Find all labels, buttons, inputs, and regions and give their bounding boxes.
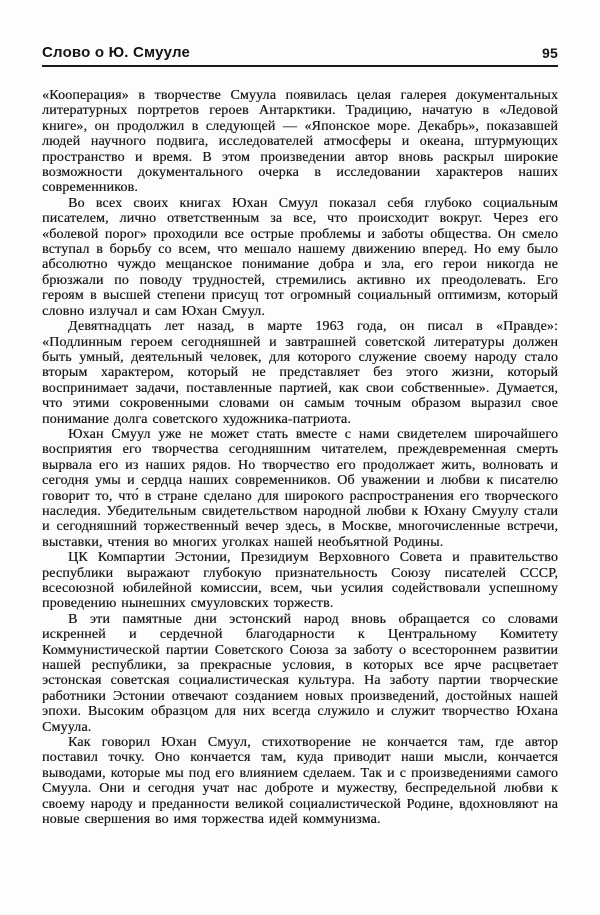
paragraph: В эти памятные дни эстонский народ вновь обращается со словами искренней и сердечной благодарности к Центральному Комитету Коммунистической партии Советского Союза за заботу о всестороннем развитии нашей республики, за прекрасные условия, в которых все ярче расцветает эстонская советская социалистическая культура. На заботу партии творческие работники Эстонии отвечают созданием новых произведений, достойных нашей эпохи. Высоким образцом для них всегда служило и служит творчество Юхана Смуула. — [42, 611, 558, 735]
page-number: 95 — [542, 45, 558, 61]
paragraph: Во всех своих книгах Юхан Смуул показал себя глубоко социальным писателем, лично ответственным за все, что происходит вокруг. Через его «болевой порог» проходили все острые проблемы и заботы общества. Он смело вступал в борьбу со всем, что мешало нашему движению вперед. Но ему было абсолютно чуждо мещанское понимание добра и зла, его герои никогда не брюзжали по поводу трудностей, стремились активно их преодолевать. Его героям в высшей степени присущ тот огромный социальный оптимизм, который словно излучал и сам Юхан Смуул. — [42, 195, 558, 319]
paragraph: Юхан Смуул уже не может стать вместе с нами свидетелем широчайшего восприятия его творчества сегодняшним читателем, преждевременная смерть вырвала его из наших рядов. Но творчество его продолжает жить, волновать и сегодня умы и сердца наших современников. Об уважении и любви к писателю говорит то, что́ в стране сделано для широкого распространения его творческого наследия. Убедительным свидетельством народной любви к Юхану Смуулу стали и сегодняшний торжественный вечер здесь, в Москве, многочисленные встречи, выставки, чтения во многих уголках нашей необъятной Родины. — [42, 426, 558, 550]
paragraph: Девятнадцать лет назад, в марте 1963 года, он писал в «Правде»: «Подлинным героем сегодняшней и завтрашней советской литературы должен быть умный, деятельный человек, для которого служение своему народу стало вторым характером, который не представляет без этого жизни, который воспринимает задачи, поставленные партией, как свои собственные». Думается, что этими сокровенными словами он самым точным образом выразил свое понимание долга советского художника-патриота. — [42, 319, 558, 427]
page-header — [42, 44, 558, 67]
running-title: Слово о Ю. Смууле — [42, 44, 191, 61]
paragraph: ЦК Компартии Эстонии, Президиум Верховного Совета и правительство республики выражают глубокую признательность Союзу писателей СССР, всесоюзной юбилейной комиссии, всем, чьи усилия содействовали успешному проведению нынешних смууловских торжеств. — [42, 550, 558, 612]
page-body — [42, 88, 558, 828]
paragraph: «Кооперация» в творчестве Смуула появилась целая галерея документальных литературных портретов героев Антарктики. Традицию, начатую в «Ледовой книге», он продолжил в следующей — «Японское море. Декабрь», показавшей людей научного подвига, исследователей атмосферы и океана, штурмующих пространство и время. В этом произведении автор вновь раскрыл широкие возможности документального очерка в исследовании характеров наших современников. — [42, 88, 558, 196]
paragraph: Как говорил Юхан Смуул, стихотворение не кончается там, где автор поставил точку. Оно кончается там, куда приводит наши мысли, кончается выводами, которые мы под его влиянием сделаем. Так и с произведениями самого Смуула. Они и сегодня учат нас доброте и мужеству, беспредельной любви к своему народу и преданности великой социалистической Родине, вдохновляют на новые свершения во имя торжества идей коммунизма. — [42, 735, 558, 828]
